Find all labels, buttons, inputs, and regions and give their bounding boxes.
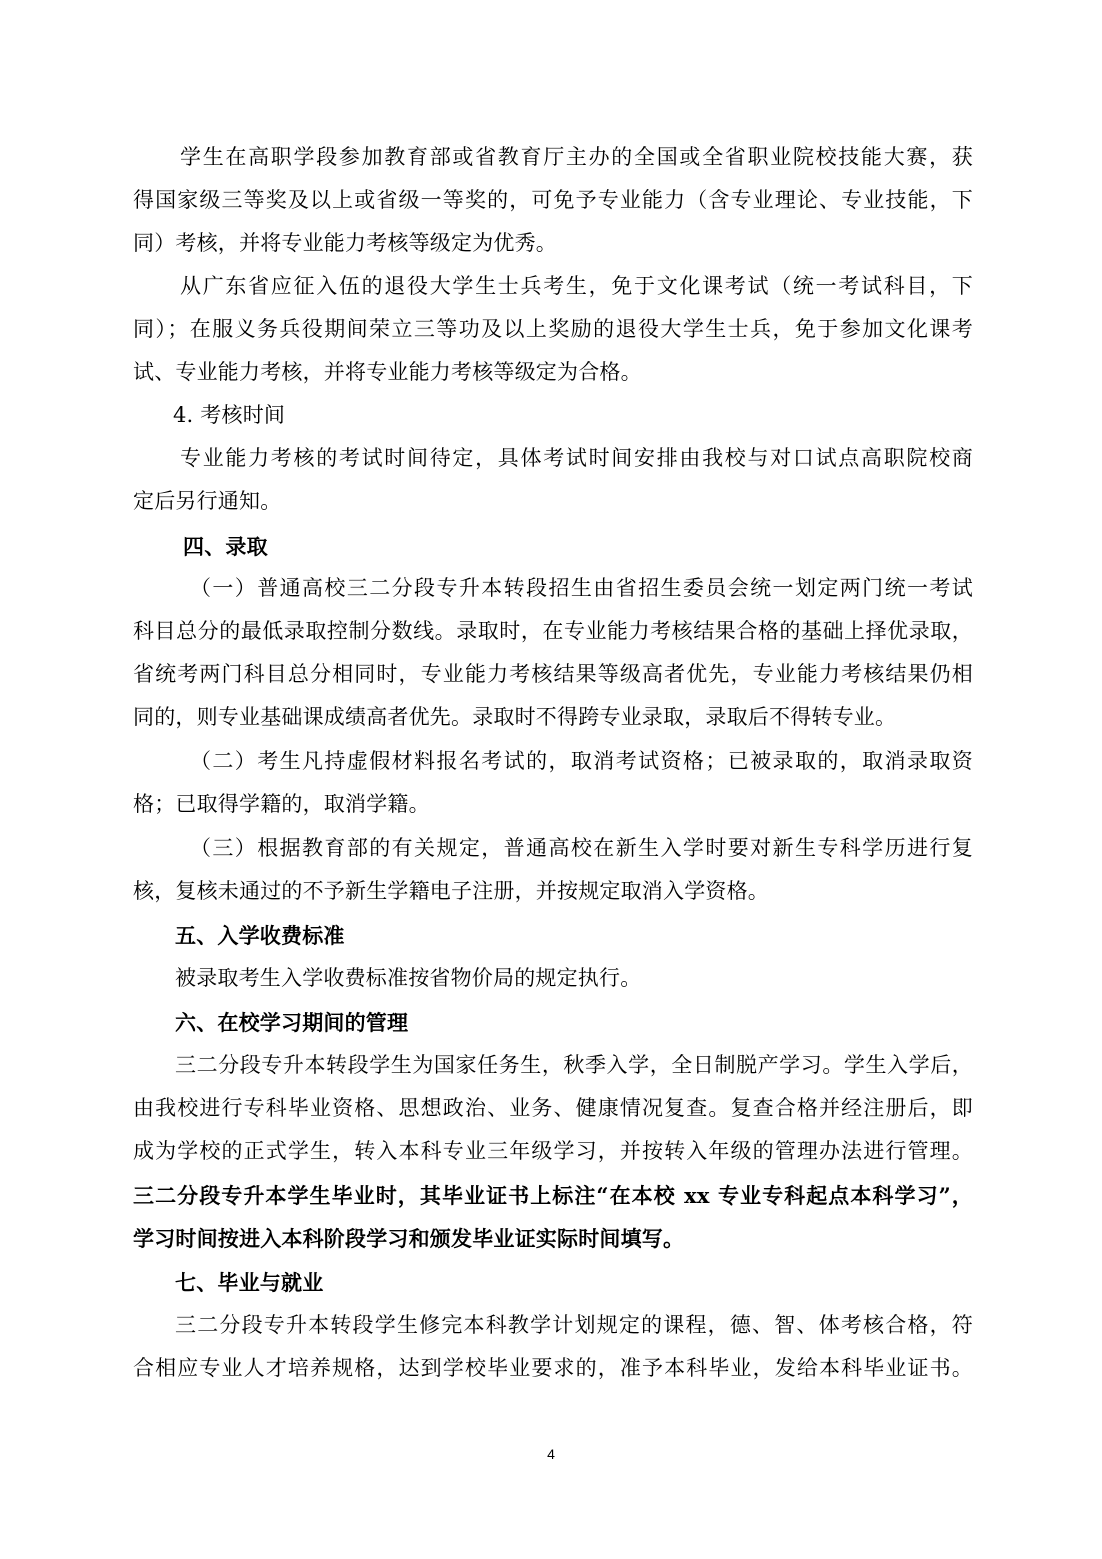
paragraph-line: 三二分段专升本转段学生为国家任务生，秋季入学，全日制脱产学习。学生入学后， — [175, 1053, 973, 1077]
section-heading: 七、毕业与就业 — [175, 1270, 324, 1295]
paragraph-line: 学生在高职学段参加教育部或省教育厅主办的全国或全省职业院校技能大赛，获 — [180, 145, 973, 169]
paragraph-line: 合相应专业人才培养规格，达到学校毕业要求的，准予本科毕业，发给本科毕业证书。 — [133, 1356, 973, 1380]
paragraph-line: 科目总分的最低录取控制分数线。录取时，在专业能力考核结果合格的基础上择优录取， — [133, 619, 973, 643]
paragraph-line: 从广东省应征入伍的退役大学生士兵考生，免于文化课考试（统一考试科目，下 — [180, 274, 973, 298]
paragraph-line: 得国家级三等奖及以上或省级一等奖的，可免予专业能力（含专业理论、专业技能，下 — [133, 188, 973, 212]
paragraph-line: 同的，则专业基础课成绩高者优先。录取时不得跨专业录取，录取后不得转专业。 — [133, 705, 897, 729]
paragraph-line: 省统考两门科目总分相同时，专业能力考核结果等级高者优先，专业能力考核结果仍相 — [133, 662, 973, 686]
subsection-heading: 4. 考核时间 — [173, 403, 286, 427]
paragraph-line: 核，复核未通过的不予新生学籍电子注册，并按规定取消入学资格。 — [133, 879, 769, 903]
paragraph-line: 由我校进行专科毕业资格、思想政治、业务、健康情况复查。复查合格并经注册后，即 — [133, 1096, 973, 1120]
paragraph-line: 同）考核，并将专业能力考核等级定为优秀。 — [133, 231, 557, 255]
paragraph-line: 格；已取得学籍的，取消学籍。 — [133, 792, 430, 816]
section-heading: 四、录取 — [183, 534, 268, 559]
paragraph-line: 成为学校的正式学生，转入本科专业三年级学习，并按转入年级的管理办法进行管理。 — [133, 1139, 973, 1163]
emphasis-line: 三二分段专升本学生毕业时，其毕业证书上标注“在本校 xx 专业专科起点本科学习”， — [133, 1183, 973, 1208]
paragraph-line: 同）；在服义务兵役期间荣立三等功及以上奖励的退役大学生士兵，免于参加文化课考 — [133, 317, 973, 341]
paragraph-line: 试、专业能力考核，并将专业能力考核等级定为合格。 — [133, 360, 642, 384]
paragraph-line: （一）普通高校三二分段专升本转段招生由省招生委员会统一划定两门统一考试 — [190, 576, 973, 600]
paragraph-line: （三）根据教育部的有关规定，普通高校在新生入学时要对新生专科学历进行复 — [190, 836, 973, 860]
paragraph-line: 专业能力考核的考试时间待定，具体考试时间安排由我校与对口试点高职院校商 — [180, 446, 973, 470]
section-heading: 六、在校学习期间的管理 — [175, 1010, 409, 1035]
page-number: 4 — [547, 1446, 555, 1462]
paragraph-line: 被录取考生入学收费标准按省物价局的规定执行。 — [175, 966, 642, 990]
emphasis-line: 学习时间按进入本科阶段学习和颁发毕业证实际时间填写。 — [133, 1226, 685, 1251]
paragraph-line: （二）考生凡持虚假材料报名考试的，取消考试资格；已被录取的，取消录取资 — [190, 749, 973, 773]
paragraph-line: 三二分段专升本转段学生修完本科教学计划规定的课程，德、智、体考核合格，符 — [175, 1313, 973, 1337]
section-heading: 五、入学收费标准 — [175, 923, 345, 948]
paragraph-line: 定后另行通知。 — [133, 489, 282, 513]
